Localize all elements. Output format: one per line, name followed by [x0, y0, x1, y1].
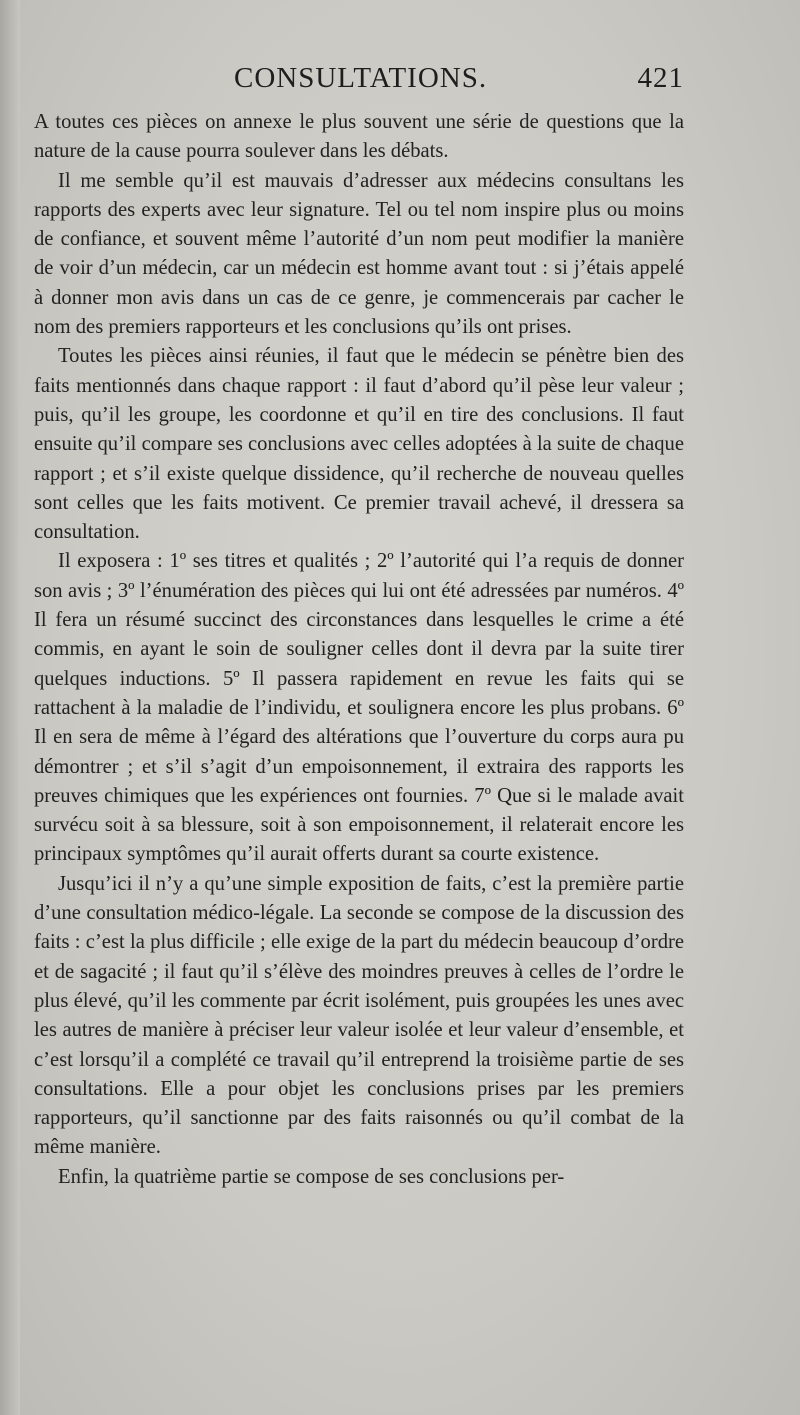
- paragraph: Il me semble qu’il est mauvais d’adresser aux médecins consultans les rapports des experts avec leur signature. Tel ou tel nom inspire plus ou moins de confiance, et souvent même l’autorité d’un nom peut modifier la manière de voir d’un médecin, car un médecin est homme avant tout : si j’étais appelé à donner mon avis dans un cas de ce genre, je commencerais par cacher le nom des premiers rapporteurs et les conclusions qu’ils ont prises.: [34, 169, 684, 339]
- paragraph: A toutes ces pièces on annexe le plus souvent une série de questions que la nature de la cause pourra soulever dans les débats.: [34, 111, 684, 163]
- paragraph: Jusqu’ici il n’y a qu’une simple exposition de faits, c’est la première partie d’une consultation médico-légale. La seconde se compose de la discussion des faits : c’est la plus difficile ; elle exige de la part du médecin beaucoup d’ordre et de sagacité ; il faut qu’il s’élève des moindres preuves à celles de l’ordre le plus élevé, qu’il les commente par écrit isolément, puis groupées les unes avec les autres de manière à préciser leur valeur isolée et leur valeur d’ensemble, et c’est lorsqu’il a complété ce travail qu’il entreprend la troisième partie de ses consultations. Elle a pour objet les conclusions prises par les premiers rapporteurs, qu’il sanctionne par des faits raisonnés ou qu’il combat de la même manière.: [34, 872, 684, 1159]
- running-head: CONSULTATIONS.: [234, 62, 488, 94]
- paragraph: Enfin, la quatrième partie se compose de ses conclusions per-: [58, 1165, 565, 1188]
- paragraph: Toutes les pièces ainsi réunies, il faut que le médecin se pénètre bien des faits mentionnés dans chaque rapport : il faut d’abord qu’il pèse leur valeur ; puis, qu’il les groupe, les coordonne et qu’il en tire des conclusions. Il faut ensuite qu’il compare ses conclusions avec celles adoptées à la suite de chaque rapport ; et s’il existe quelque dissidence, qu’il recherche de nouveau quelles sont celles que les faits motivent. Ce premier travail achevé, il dressera sa consultation.: [34, 345, 684, 544]
- page-header: [34, 62, 684, 106]
- paragraph: Il exposera : 1º ses titres et qualités ; 2º l’autorité qui l’a requis de donner son avis ; 3º l’énumération des pièces qui lui ont été adressées par numéros. 4º Il fera un résumé succinct des circonstances dans lesquelles le crime a été commis, en ayant le soin de souligner celles dont il devra par la suite tirer quelques inductions. 5º Il passera rapidement en revue les faits qui se rattachent à la maladie de l’individu, et soulignera encore les plus probans. 6º Il en sera de même à l’égard des altérations que l’ouverture du corps aura pu démontrer ; et s’il s’agit d’un empoisonnement, il extraira des rapports les preuves chimiques que les expériences ont fournies. 7º Que si le malade avait survécu soit à sa blessure, soit à son empoisonnement, il relaterait encore les principaux symptômes qu’il aurait offerts durant sa courte existence.: [34, 550, 684, 866]
- body-text: [34, 108, 684, 1192]
- page-number: 421: [637, 62, 684, 94]
- page-gutter-shadow: [0, 0, 20, 1415]
